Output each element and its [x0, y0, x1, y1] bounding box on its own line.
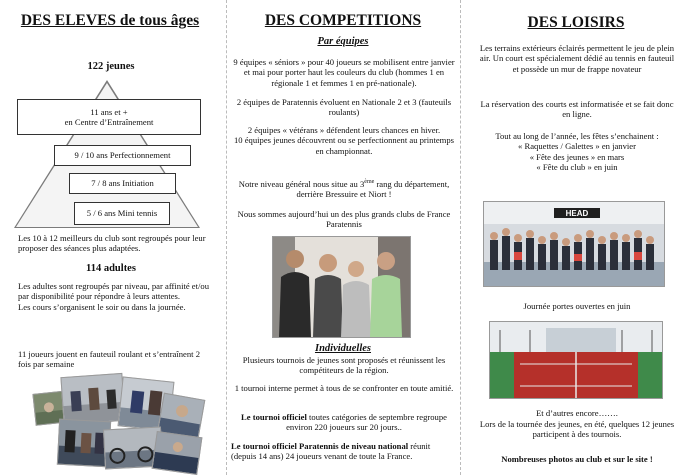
top-players-text: Les 10 à 12 meilleurs du club sont regroupés pour leur proposer des séances plus adaptées.: [18, 233, 206, 254]
photos-footer: Nombreuses photos au club et sur le site !: [501, 454, 653, 464]
courts-photo: [489, 321, 663, 399]
paratennis-tournament-rest: réunit (depuis 14 ans) 24 joueurs venant de toute la France.: [231, 441, 431, 462]
section-title-leisure: DES LOISIRS: [527, 14, 625, 31]
more-title: Et d’autres encore…….: [536, 408, 618, 418]
collage-photo-2: [60, 373, 125, 425]
outdoor-courts-text: Les terrains extérieurs éclairés permettent le jeu de plein air. Un court est spécialement dédié au tennis en fauteuil et possède un mur de frappe novateur: [479, 43, 675, 74]
team-photo: [272, 236, 411, 338]
adults-text: Les adultes sont regroupés par niveau, par affinité et/ou par disponibilité pour répondre à leurs attentes. Les cours s’organisent le soir ou dans la journée.: [18, 281, 209, 312]
paratennis-club-text: Nous sommes aujourd’hui un des plus grands clubs de France Paratennis: [237, 209, 451, 230]
level-text-sup: ème: [364, 179, 375, 185]
youth-tournaments-text: Plusieurs tournois de jeunes sont proposés et réunissent les compétiteurs de la région.: [242, 355, 446, 376]
banner-head-text: HEAD: [565, 209, 589, 218]
pyramid-level-3: 7 / 8 ans Initiation: [69, 173, 176, 194]
column-students: [0, 0, 222, 475]
open-day-photo: [483, 201, 665, 287]
column-competitions: [226, 0, 458, 475]
internal-tournament-text: 1 tournoi interne permet à tous de se confronter en toute amitié.: [234, 383, 454, 393]
collage-photo-7: [152, 431, 203, 475]
subtitle-teams: Par équipes: [317, 36, 369, 47]
booking-text: La réservation des courts est informatisée et se fait donc en ligne.: [480, 99, 674, 120]
teams-seniors-text: 9 équipes « séniors » pour 40 joueurs se mobilisent entre janvier et mai pour porter haut les couleurs du club (hommes 1 en régionale 1 et femmes 1 en pré-nationale).: [233, 57, 455, 88]
pyramid-level-1: 11 ans et + en Centre d’Entraînement: [17, 99, 201, 135]
level-text-pre: Notre niveau général nous situe au 3: [238, 178, 365, 189]
level-text-post: rang du département, derrière Bressuire et Niort !: [296, 178, 450, 200]
summer-tour-text: Lors de la tournée des jeunes, en été, quelques 12 jeunes participent à des tournois.: [479, 419, 675, 440]
events-text: Tout au long de l’année, les fêtes s’enchainent : « Raquettes / Galettes » en janvier « Fête des jeunes » en mars « Fête du club » en juin: [495, 131, 659, 173]
official-tournament-text: [233, 412, 455, 433]
paratennis-tournament-text: [231, 441, 457, 462]
subtitle-individual: Individuelles: [314, 343, 371, 354]
pyramid-level-4: 5 / 6 ans Mini tennis: [74, 202, 170, 225]
teams-paratennis-text: 2 équipes de Paratennis évoluent en Nationale 2 et 3 (fauteuils roulants): [236, 97, 452, 118]
paratennis-tournament-bold: Le tournoi officiel Paratennis de niveau national: [231, 441, 409, 451]
level-text: [233, 177, 455, 200]
open-day-caption: Journée portes ouvertes en juin: [523, 301, 631, 311]
juniors-count: 122 jeunes: [87, 61, 135, 72]
section-title-students: DES ELEVES de tous âges: [20, 12, 200, 29]
wheelchair-text: 11 joueurs jouent en fauteuil roulant et s’entraînent 2 fois par semaine: [18, 349, 201, 370]
official-tournament-rest: toutes catégories de septembre regroupe environ 220 joueurs sur 20 jours..: [286, 412, 447, 433]
section-title-competitions: DES COMPETITIONS: [264, 12, 422, 29]
column-leisure: [460, 0, 690, 475]
official-tournament-bold: Le tournoi officiel: [241, 412, 307, 422]
pyramid-level-2: 9 / 10 ans Perfectionnement: [54, 145, 191, 166]
adults-count: 114 adultes: [86, 263, 136, 274]
teams-veterans-text: 2 équipes « vétérans » défendent leurs chances en hiver. 10 équipes jeunes découvrent ou se perfectionnent au printemps en championnat.: [233, 125, 455, 156]
